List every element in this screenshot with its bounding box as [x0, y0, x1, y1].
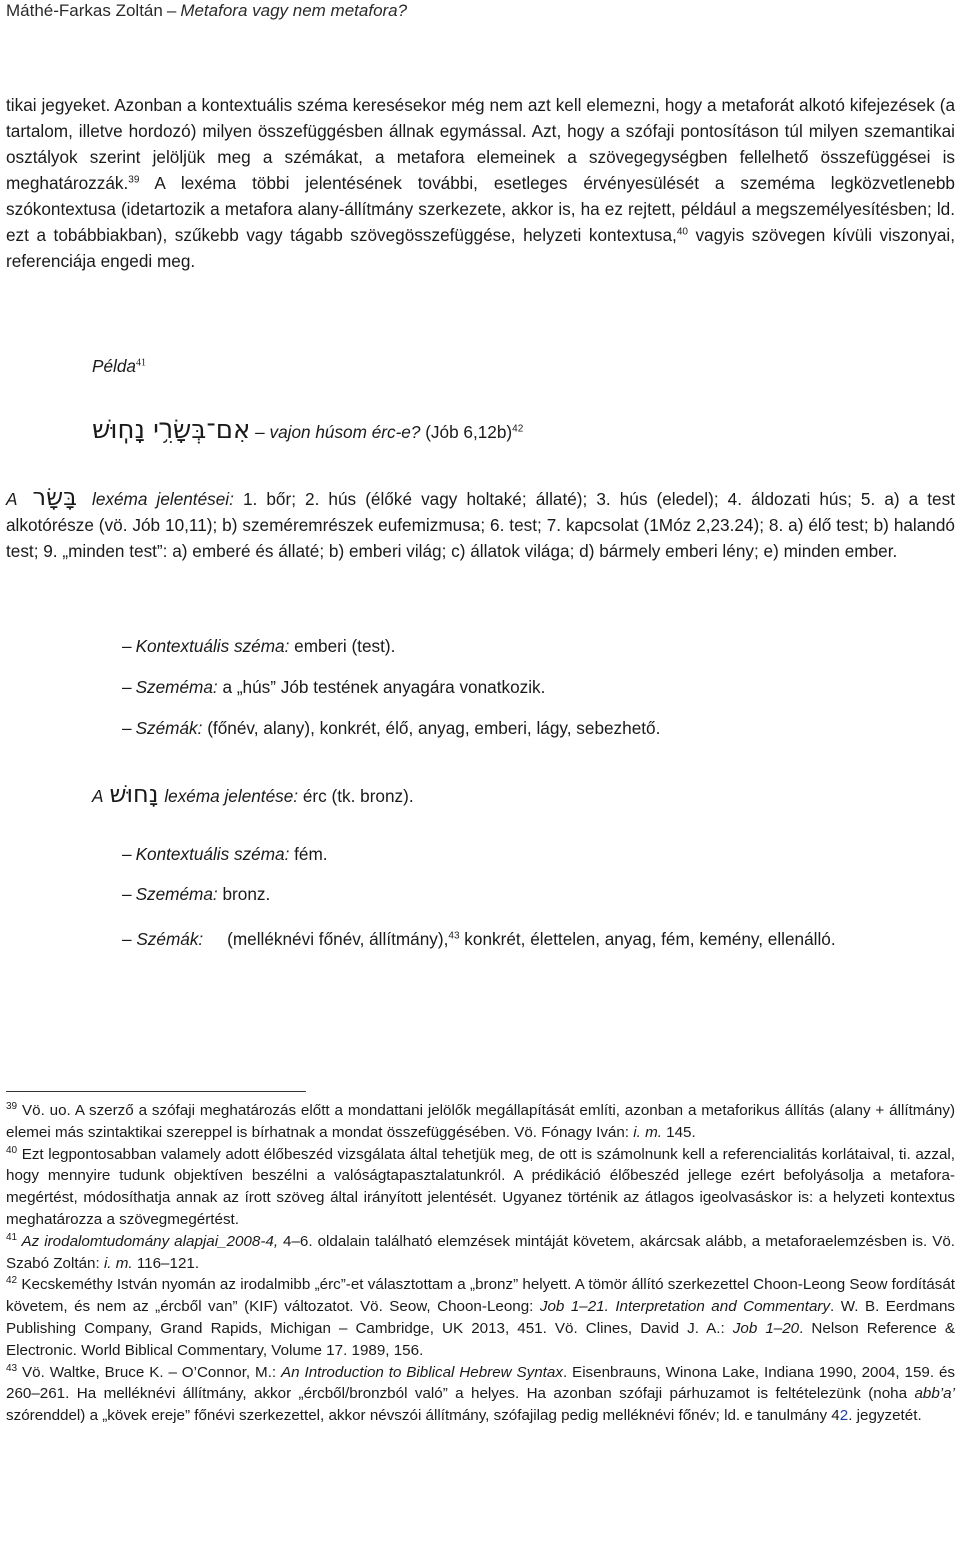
footnote-number: 39: [6, 1100, 18, 1112]
lexeme-1-item-semes: [122, 718, 660, 739]
footnote-text-2: . Eisenbrauns, Winona Lake, Indiana 1990, 2004, 159. és 260–261. Ha melléknévi állítmány, akkor „ércből/bronzból való” a helyes. Ha azonban szófaji párhuzamot is feltételezünk (noha: [6, 1363, 955, 1403]
footnote-ref-39[interactable]: 39: [128, 174, 140, 186]
footnote-41: [6, 1231, 955, 1275]
footnote-number: 41: [6, 1231, 18, 1243]
main-paragraph: [6, 92, 955, 274]
footnote-43: [6, 1362, 955, 1427]
item-value: bronz.: [217, 884, 271, 904]
footnote-book: Az irodalomtudomány alapjai_2008-4,: [17, 1232, 279, 1250]
footnote-link-number[interactable]: 2: [839, 1407, 849, 1425]
footnotes-section: [6, 1100, 955, 1427]
footnote-text: 4–6. oldalain található elemzések mintáját követem, akárcsak alább, a metaforaelemzésben is. Vö. Szabó Zoltán:: [6, 1232, 955, 1272]
item-label: Szémák:: [135, 718, 203, 738]
footnote-book: Job 1–21. Interpretation and Commentary: [539, 1298, 831, 1316]
header-title: Metafora vagy nem metafora?: [180, 1, 408, 20]
lexeme-2-heading: [92, 780, 414, 808]
lexeme-2-item-semes: [122, 924, 955, 954]
item-dash: –: [122, 929, 132, 949]
footnote-text: Vö. Waltke, Bruce K. – O’Connor, M.:: [17, 1363, 282, 1381]
example-translation: vajon húsom érc-e?: [269, 422, 421, 442]
item-value: a „hús” Jób testének anyagára vonatkozik.: [217, 677, 546, 697]
header-separator: –: [166, 1, 177, 20]
footnote-tail: . jegyzetét.: [848, 1407, 922, 1425]
header-author: Máthé-Farkas Zoltán: [6, 1, 163, 20]
running-header: [6, 0, 407, 22]
example-label: Példa: [92, 356, 136, 376]
paragraph-part-3: vagyis szövegen kívüli viszonyai, referenciája engedi meg.: [6, 225, 955, 271]
lexeme-1-meanings: [6, 484, 955, 564]
footnote-ref-41[interactable]: 41: [135, 357, 146, 369]
lexeme-1-hebrew: בָּשָׂר: [32, 483, 77, 511]
lexeme-1-prefix: A: [6, 489, 18, 509]
footnote-42: [6, 1274, 955, 1361]
item-dash: –: [122, 636, 132, 656]
item-value: (főnév, alany), konkrét, élő, anyag, emberi, lágy, sebezhető.: [202, 718, 661, 738]
footnote-im: i. m.: [103, 1254, 133, 1272]
footnote-ref-42[interactable]: 42: [512, 423, 524, 435]
footnote-separator: [6, 1091, 306, 1092]
item-label: Szeméma:: [135, 677, 218, 697]
footnote-39: [6, 1100, 955, 1144]
footnote-text-3: szórenddel) a „kövek ereje” főnévi szerkezettel, akkor névszói állítmány, szófajilag pedig melléknévi főnév; ld. e tanulmány 4: [6, 1407, 840, 1425]
footnote-abba: abb’a’: [914, 1385, 955, 1403]
item-label: Szeméma:: [135, 884, 218, 904]
footnote-book-2: Job 1–20: [732, 1319, 800, 1337]
footnote-text: Ezt legpontosabban valamely adott élőbeszéd vizsgálata által tehetjük meg, de ott is számolnunk kell a referencialitás korlátaival, ti. azzal, hogy mennyire tudunk objektíven beszélni a valóságtapasztalatunkról. A prédikáció élőbeszéd jellege ezért befolyásolja a metafora-megértést, módosíthatja annak az írott szöveg által irányított jelentését. Ugyanez történik az átlagos igeolvasáskor is: a helyzeti kontextus meghatározza a szövegmegértést.: [6, 1145, 955, 1228]
lexeme-1-meaning-list: 1. bőr; 2. hús (élőké vagy holtaké; állaté); 3. hús (eledel); 4. áldozati hús; 5. a) a test alkotórésze (vö. Jób 10,11); b) szeméremrészek eufemizmusa; 6. test; 7. kapcsolat (1Móz 2,23.24); 8. a) élő test; b) halandó test; 9. „minden test”: a) emberé és állaté; b) emberi világ; c) állatok világa; d) bármely emberi lény; e) minden ember.: [6, 489, 955, 561]
footnote-tail: 116–121.: [132, 1254, 200, 1272]
footnote-ref-43[interactable]: 43: [448, 930, 460, 942]
footnote-text: Kecskeméthy István nyomán az irodalmibb „érc”-et választottam a „bronz” helyett. A tömör állító szerkezettel Choon-Leong Seow fordítását követem, és nem az „ércből van” (KIF) változatot. Vö. Seow, Choon-Leong:: [6, 1276, 955, 1316]
footnote-tail: . Nelson Reference & Electronic. World Biblical Commentary, Volume 17. 1989, 156.: [6, 1319, 956, 1359]
paragraph-part-1: tikai jegyeket. Azonban a kontextuális széma keresésekor még nem azt kell elemezni, hogy a metaforát alkotó kifejezések (a tartalom, illetve hordozó) milyen összefüggésben állnak egymással. Azt, hogy a szófaji pontosításon túl milyen szemantikai osztályok szerint jelöljük meg a szémákat, a metafora elemeinek a szövegegységben fellelhető összefüggései is meghatározzák.: [6, 95, 955, 193]
item-value-a: (melléknévi főnév, állítmány),: [227, 929, 449, 949]
item-value: emberi (test).: [289, 636, 396, 656]
example-reference: (Jób 6,12b): [425, 422, 513, 442]
paragraph-part-2: A lexéma többi jelentésének további, esetleges érvényesülését a szeméma legközvetlenebb szókontextusa (idetartozik a metafora alany-állítmány szerkezete, akkor is, ha ez rejtett, például a megszemélyesítésben; ld. ezt a tobábbiakban), szűkebb vagy tágabb szövegösszefüggése, helyzeti kontextusa,: [6, 173, 955, 245]
lexeme-2-item-sememe: [122, 884, 270, 905]
item-dash: –: [122, 718, 132, 738]
item-dash: –: [122, 677, 132, 697]
example-dash: –: [255, 422, 265, 442]
lexeme-2-label: lexéma jelentése:: [164, 786, 299, 806]
item-label: Kontextuális széma:: [135, 636, 290, 656]
footnote-number: 43: [6, 1362, 18, 1374]
lexeme-1-item-context: [122, 636, 395, 657]
footnote-ref-40[interactable]: 40: [676, 226, 688, 238]
footnote-number: 42: [6, 1275, 18, 1287]
footnote-tail: 145.: [661, 1123, 696, 1141]
item-dash: –: [122, 844, 132, 864]
lexeme-2-item-context: [122, 844, 328, 865]
hebrew-quote: אִם־בְּשָׂרִ֥י נָחֽוּשׁ: [92, 415, 251, 445]
lexeme-2-prefix: A: [92, 786, 104, 806]
footnote-text-2: . W. B. Eerdmans Publishing Company, Grand Rapids, Michigan – Cambridge, UK 2013, 451. Vö. Clines, David J. A.:: [6, 1298, 955, 1337]
item-value-b: konkrét, élettelen, anyag, fém, kemény, ellenálló.: [459, 929, 836, 949]
item-value: fém.: [289, 844, 328, 864]
footnote-40: [6, 1144, 955, 1231]
hebrew-example-line: [92, 414, 523, 445]
lexeme-2-meaning: érc (tk. bronz).: [302, 786, 414, 806]
lexeme-1-item-sememe: [122, 677, 545, 698]
footnote-text: Vö. uo. A szerző a szófaji meghatározás előtt a mondattani jelölők megállapítását említi, azonban a metaforikus állítás (alany + állítmány) elemei más szintaktikai szereppel is bírhatnak a mondat összefüggésében. Vö. Fónagy Iván:: [6, 1102, 955, 1141]
item-label: Szémák:: [136, 929, 204, 949]
lexeme-1-label: lexéma jelentései:: [92, 489, 234, 509]
item-label: Kontextuális széma:: [135, 844, 290, 864]
lexeme-2-hebrew: נָחוּשׁ: [109, 780, 159, 808]
footnote-book: An Introduction to Biblical Hebrew Syntax: [281, 1363, 563, 1381]
footnote-number: 40: [6, 1144, 18, 1156]
item-dash: –: [122, 884, 132, 904]
example-heading: [92, 356, 146, 377]
footnote-im: i. m.: [633, 1123, 662, 1141]
